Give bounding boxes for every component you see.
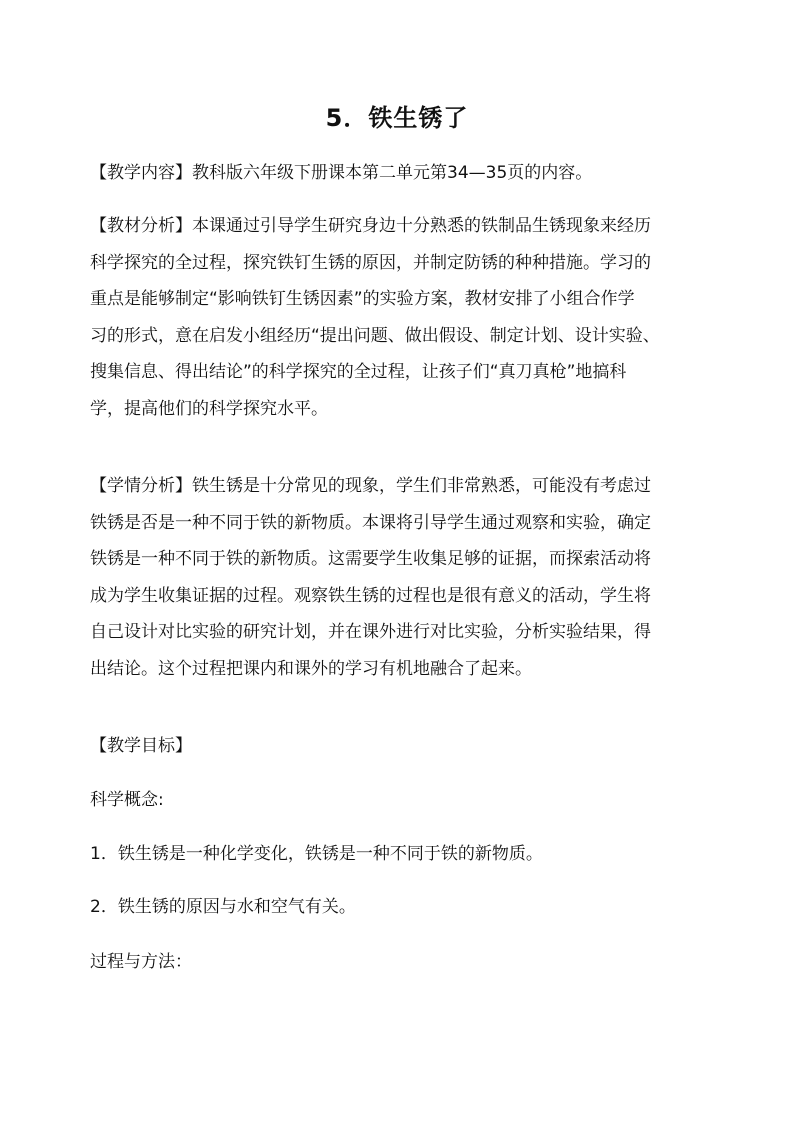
teaching-content-paragraph — [90, 155, 730, 192]
student-analysis-line: 【学情分析】铁生锈是十分常见的现象，学生们非常熟悉，可能没有考虑过 — [90, 476, 651, 496]
material-analysis-line: 重点是能够制定“影响铁钉生锈因素”的实验方案，教材安排了小组合作学 — [90, 289, 635, 309]
concept-item-text: 2．铁生锈的原因与水和空气有关。 — [90, 897, 356, 917]
student-analysis-line: 铁锈是一种不同于铁的新物质。这需要学生收集足够的证据，而探索活动将 — [90, 549, 651, 569]
student-analysis-line: 成为学生收集证据的过程。观察铁生锈的过程也是很有意义的活动，学生将 — [90, 585, 651, 606]
material-analysis-line: 【教材分析】本课通过引导学生研究身边十分熟悉的铁制品生锈现象来经历 — [90, 216, 651, 236]
process-method-label-text: 过程与方法： — [90, 952, 192, 972]
process-method-label — [90, 944, 730, 981]
science-concept-label-text: 科学概念: — [90, 790, 164, 810]
student-analysis-line: 铁锈是否是一种不同于铁的新物质。本课将引导学生通过观察和实验，确定 — [90, 512, 651, 533]
objectives-heading — [90, 728, 730, 765]
student-analysis-line: 自己设计对比实验的研究计划，并在课外进行对比实验，分析实验结果，得 — [90, 622, 651, 642]
student-analysis-line: 出结论。这个过程把课内和课外的学习有机地融合了起来。 — [90, 658, 532, 679]
teaching-content-heading: 【教学内容】 — [90, 163, 192, 183]
science-concept-label — [90, 782, 730, 819]
concept-item-1 — [90, 836, 730, 873]
lesson-title: 5．铁生锈了 — [325, 104, 469, 132]
concept-item-text: 1．铁生锈是一种化学变化，铁锈是一种不同于铁的新物质。 — [90, 844, 543, 864]
objectives-heading-text: 【教学目标】 — [90, 736, 192, 756]
student-analysis-paragraph — [90, 468, 730, 687]
material-analysis-line: 学，提高他们的科学探究水平。 — [90, 398, 328, 419]
teaching-content-text: 教科版六年级下册课本第二单元第34—35页的内容。 — [192, 163, 593, 183]
material-analysis-line: 习的形式，意在启发小组经历“提出问题、做出假设、制定计划、设计实验、 — [90, 325, 660, 346]
material-analysis-line: 搜集信息、得出结论”的科学探究的全过程，让孩子们“真刀真枪”地搞科 — [90, 362, 627, 382]
concept-item-2 — [90, 889, 730, 926]
material-analysis-line: 科学探究的全过程，探究铁钉生锈的原因，并制定防锈的种种措施。学习的 — [90, 252, 651, 273]
material-analysis-paragraph — [90, 208, 730, 427]
